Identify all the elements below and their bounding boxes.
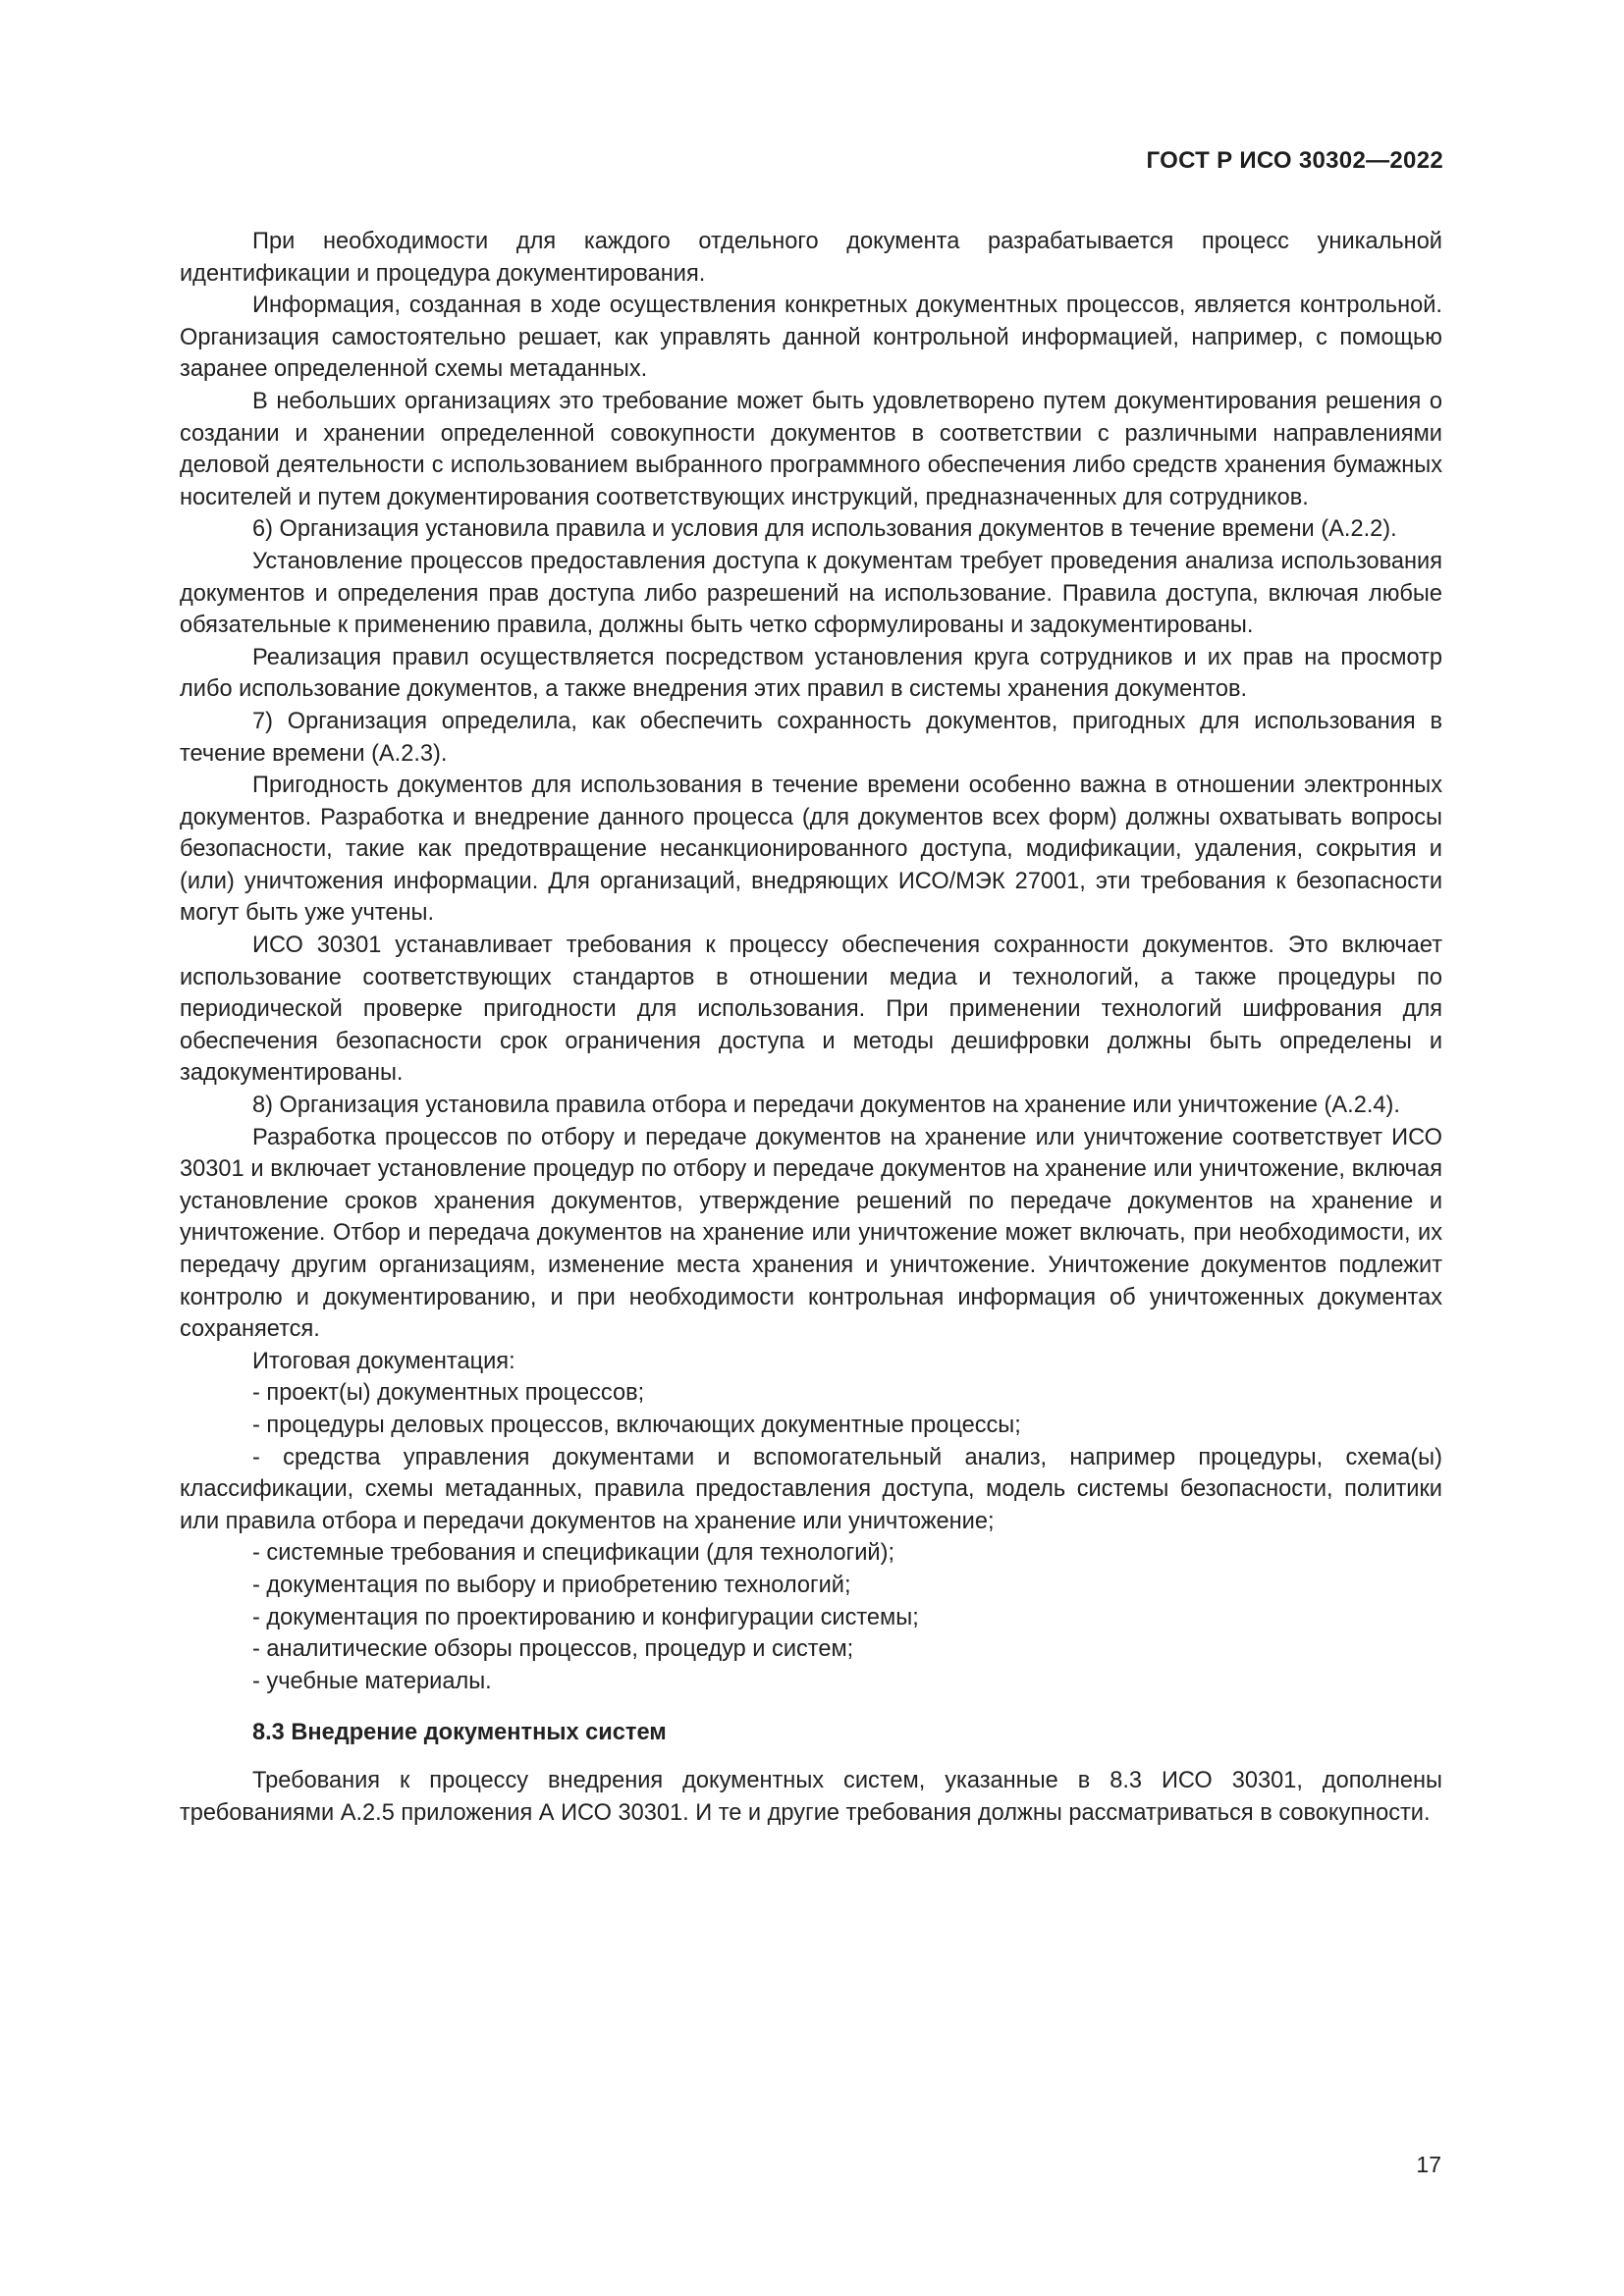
paragraph-11: Разработка процессов по отбору и передаче документов на хранение или уничтожение соответствует ИСО 30301 и включает установление процедур по отбору и передаче документов на хранение или уничтожение, включая установление сроков хранения документов, утверждение решений по передаче документов на хранение и уничтожение. Отбор и передача документов на хранение или уничтожение может включать, при необходимости, их передачу другим организациям, изменение места хранения и уничтожение. Уничтожение документов подлежит контролю и документированию, и при необходимости контрольная информация об уничтоженных документах сохраняется. (180, 1124, 1442, 1343)
document-body (180, 226, 1442, 1829)
paragraph-4: 6) Организация установила правила и условия для использования документов в течение времени (А.2.2). (252, 516, 1397, 543)
list-item: - проект(ы) документных процессов; (252, 1380, 645, 1407)
paragraph-1: При необходимости для каждого отдельного документа разрабатывается процесс уникальной идентификации и процедура документирования. (180, 229, 1442, 287)
paragraph-2: Информация, созданная в ходе осуществления конкретных документных процессов, является контрольной. Организация самостоятельно решает, как управлять данной контрольной информацией, например, с помощью заранее определенной схемы метаданных. (180, 293, 1442, 383)
paragraph-8: Пригодность документов для использования в течение времени особенно важна в отношении электронных документов. Разработка и внедрение данного процесса (для документов всех форм) должны охватывать вопросы безопасности, такие как предотвращение несанкционированного доступа, модификации, удаления, сокрытия и (или) уничтожения информации. Для организаций, внедряющих ИСО/МЭК 27001, эти требования к безопасности могут быть уже учтены. (180, 773, 1442, 927)
list-item: - аналитические обзоры процессов, процедур и систем; (252, 1636, 854, 1663)
standard-code-header: ГОСТ Р ИСО 30302—2022 (1146, 147, 1443, 174)
paragraph-9: ИСО 30301 устанавливает требования к процессу обеспечения сохранности документов. Это включает использование соответствующих стандартов в отношении медиа и технологий, а также процедуры по периодической проверке пригодности для использования. При применении технологий шифрования для обеспечения безопасности срок ограничения доступа и методы дешифровки должны быть определены и задокументированы. (180, 933, 1442, 1087)
paragraph-10: 8) Организация установила правила отбора и передачи документов на хранение или уничтожение (А.2.4). (252, 1093, 1400, 1119)
page-number: 17 (1416, 2152, 1441, 2177)
paragraph-5: Установление процессов предоставления доступа к документам требует проведения анализа использования документов и определения прав доступа либо разрешений на использование. Правила доступа, включая любые обязательные к применению правила, должны быть четко сформулированы и задокументированы. (180, 548, 1442, 639)
paragraph-6: Реализация правил осуществляется посредством установления круга сотрудников и их прав на просмотр либо использование документов, а также внедрения этих правил в системы хранения документов. (180, 644, 1442, 703)
list-item: - средства управления документами и вспомогательный анализ, например процедуры, схема(ы) классификации, схемы метаданных, правила предоставления доступа, модель системы безопасности, политики или правила отбора и передачи документов на хранение или уничтожение; (180, 1444, 1442, 1534)
section-title: 8.3 Внедрение документных систем (252, 1720, 667, 1746)
list-item: - учебные материалы. (252, 1668, 492, 1694)
section-paragraph: Требования к процессу внедрения документных систем, указанные в 8.3 ИСО 30301, дополнены требованиями А.2.5 приложения А ИСО 30301. И те и другие требования должны рассматриваться в совокупности. (180, 1767, 1442, 1826)
list-item: - системные требования и спецификации (для технологий); (252, 1540, 895, 1567)
list-item: - документация по выбору и приобретению технологий; (252, 1572, 851, 1598)
paragraph-3: В небольших организациях это требование может быть удовлетворено путем документирования решения о создании и хранении определенной совокупности документов в соответствии с различными направлениями деловой деятельности с использованием выбранного программного обеспечения либо средств хранения бумажных носителей и путем документирования соответствующих инструкций, предназначенных для сотрудников. (180, 388, 1442, 510)
paragraph-7: 7) Организация определила, как обеспечить сохранность документов, пригодных для использования в течение времени (А.2.3). (180, 708, 1442, 767)
list-item: - процедуры деловых процессов, включающих документные процессы; (252, 1412, 1021, 1438)
list-item: - документация по проектированию и конфигурации системы; (252, 1604, 919, 1630)
summary-label: Итоговая документация: (252, 1348, 515, 1374)
